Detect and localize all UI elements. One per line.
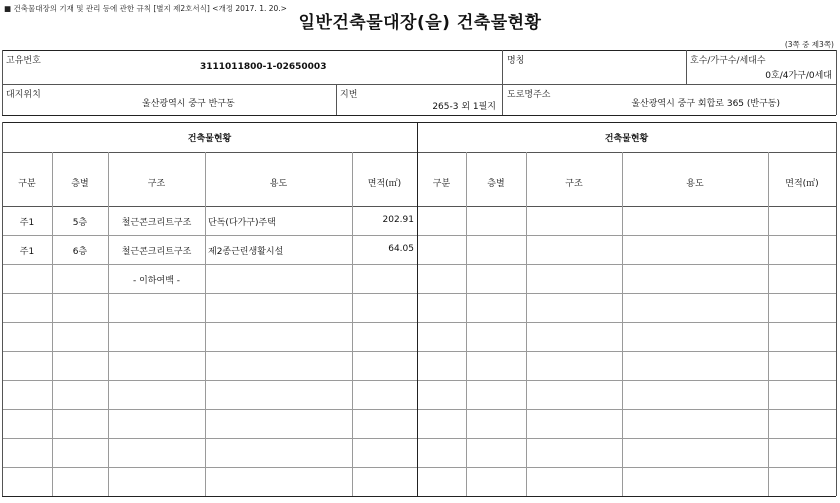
form-notice: ■ 건축물대장의 기재 및 관리 등에 관한 규칙 [별지 제2호서식] <개정 2017. 1. 20.> xyxy=(4,4,287,13)
section-title-right: 건축물현황 xyxy=(604,134,649,144)
table-row-2-area: 64.05 xyxy=(388,244,414,254)
end-of-list-marker: - 이하여백 - xyxy=(133,276,180,286)
page-title: 일반건축물대장(을) 건축물현황 xyxy=(298,13,542,33)
name-label: 명칭 xyxy=(507,56,525,66)
page-info: (3쪽 중 제3쪽) xyxy=(784,40,834,49)
households-value: 0호/4가구/0세대 xyxy=(765,71,832,81)
col-header-division-right: 구분 xyxy=(432,179,451,189)
col-header-structure: 구조 xyxy=(147,179,166,189)
col-header-floor-right: 층별 xyxy=(487,179,505,189)
site-value: 울산광역시 중구 반구동 xyxy=(142,99,235,109)
table-row-1-usage: 단독(다가구)주택 xyxy=(208,218,276,228)
table-row-2-floor: 6층 xyxy=(72,247,88,257)
road-label: 도로명주소 xyxy=(507,90,551,100)
col-header-usage-right: 용도 xyxy=(686,179,704,189)
col-header-area: 면적(㎡) xyxy=(367,179,402,189)
table-row-1-division: 주1 xyxy=(19,218,35,228)
table-row-2-usage: 제2종근린생활시설 xyxy=(208,247,284,257)
col-header-division: 구분 xyxy=(18,179,36,189)
households-label: 호수/가구수/세대수 xyxy=(690,56,766,66)
road-value: 울산광역시 중구 회합로 365 (반구동) xyxy=(631,99,780,109)
table-row-1-floor: 5층 xyxy=(72,218,88,228)
col-header-area-right: 면적(㎡) xyxy=(785,179,819,189)
col-header-structure-right: 구조 xyxy=(565,179,583,189)
table-row-2-structure: 철근콘크리트구조 xyxy=(121,247,192,257)
lot-value: 265-3 외 1필지 xyxy=(432,102,496,112)
col-header-floor: 층별 xyxy=(71,179,89,189)
lot-label: 지번 xyxy=(340,90,358,100)
section-title-left: 건축물현황 xyxy=(187,134,232,144)
unique-no-label: 고유번호 xyxy=(6,56,41,66)
col-header-usage: 용도 xyxy=(269,179,288,189)
site-label: 대지위치 xyxy=(6,90,41,100)
unique-no-value: 3111011800-1-02650003 xyxy=(200,62,327,72)
table-row-2-division: 주1 xyxy=(19,247,35,257)
table-row-1-area: 202.91 xyxy=(382,215,414,225)
table-row-1-structure: 철근콘크리트구조 xyxy=(121,218,192,228)
